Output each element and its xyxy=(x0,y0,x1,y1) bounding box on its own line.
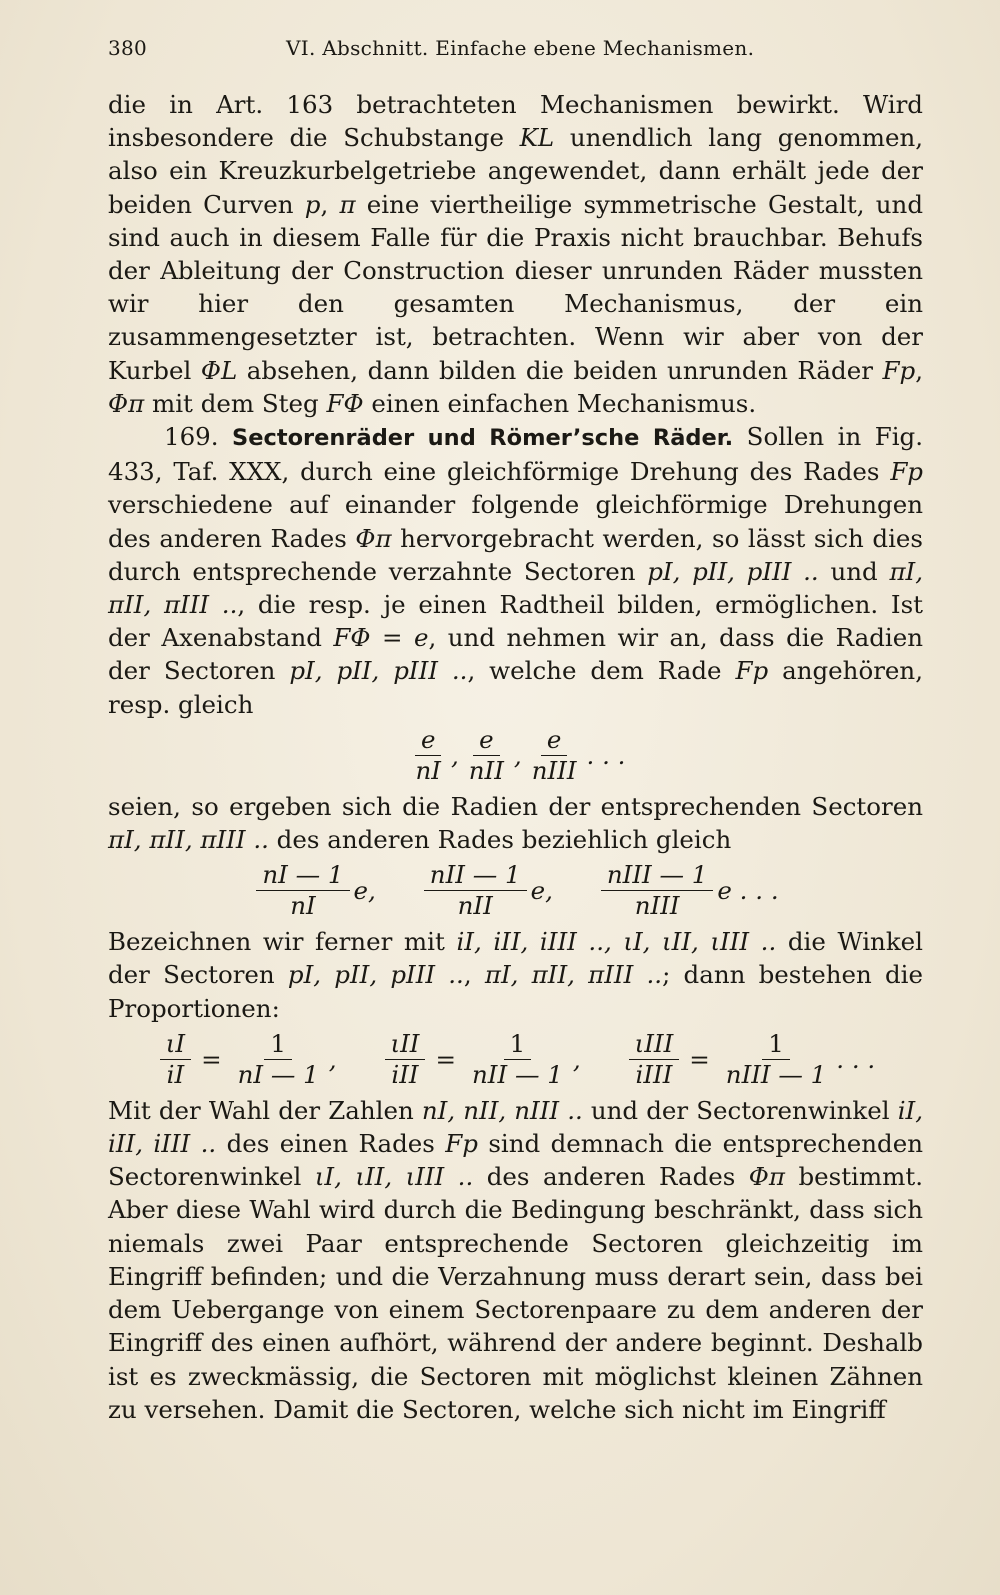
section-number: 169. xyxy=(164,422,219,452)
fraction: $\frac{e}{\text{nII}}$ xyxy=(468,724,504,785)
page-number: 380 xyxy=(108,36,148,60)
fraction: $\frac{nI — 1}{nI}$ xyxy=(256,860,349,921)
fraction: $\frac{e}{nI}$ xyxy=(415,724,441,785)
section-title: Sectorenräder und Römer’sche Räder. xyxy=(232,425,734,452)
paragraph-1: die in Art. 163 betrachteten Mechanismen bewirkt. Wird insbesondere die Schubstange KL unendlich lang genommen, also ein Kreuzkurbelgetriebe angewendet, dann erhält jede der beiden Curven p, π eine viertheilige symmetrische Gestalt, und sind auch in diesem Falle für die Praxis nicht brauchbar. Behufs der Ableitung der Construction dieser unrunden Räder mussten wir hier den gesamten Mechanismus, der ein zusammengesetzter ist, betrachten. Wenn wir aber von der Kurbel ΦL absehen, dann bilden die beiden unrunden Räder Fp, Φπ mit dem Steg FΦ einen einfachen Mechanismus. xyxy=(108,90,924,418)
fraction: $\frac{e}{\text{nIII}}$ xyxy=(531,724,577,785)
formula-radii-pi: $\frac{nI — 1}{nI}$ e, $\frac{\text{nII — 1}}{\text{nII}}$ e, $\frac{\text{nIII — 1}}{\text{nIII}}$ e . . . xyxy=(108,860,923,921)
paragraph-3: seien, so ergeben sich die Radien der entsprechenden Sectoren πI, πII, πIII .. des anderen Rades beziehlich gleich xyxy=(108,791,923,855)
fraction: $\frac{\text{ιII}}{\text{iII}}$ xyxy=(385,1029,426,1090)
page-body xyxy=(108,88,923,1426)
section-169-paragraph: 169. Sectorenräder und Römer’sche Räder. Sollen in Fig. 433, Taf. XXX, durch eine gleichförmige Drehung des Rades Fp verschiedene auf einander folgende gleichförmige Drehungen des anderen Rades Φπ hervorgebracht werden, so lässt sich dies durch entsprechende verzahnte Sectoren pI, pII, pIII .. und πI, πII, πIII .., die resp. je einen Radtheil bilden, ermöglichen. Ist der Axenabstand FΦ = e, und nehmen wir an, dass die Radien der Sectoren pI, pII, pIII .., welche dem Rade Fp angehören, resp. gleich xyxy=(108,422,924,719)
fraction: $\frac{\iota I}{iI}$ xyxy=(160,1029,191,1090)
paragraph-5: Mit der Wahl der Zahlen nI, nII, nIII .. und der Sectorenwinkel iI, iII, iIII .. des einen Rades Fp sind demnach die entsprechenden Sectorenwinkel ιI, ιII, ιIII .. des anderen Rades Φπ bestimmt. Aber diese Wahl wird durch die Bedingung beschränkt, dass sich niemals zwei Paar entsprechende Sectoren gleichzeitig im Eingriff befinden; und die Verzahnung muss derart sein, dass bei dem Uebergange von einem Sectorenpaare zu dem anderen der Eingriff des einen aufhört, während der andere beginnt. Deshalb ist es zweckmässig, die Sectoren mit möglichst kleinen Zähnen zu versehen. Damit die Sectoren, welche sich nicht im Eingriff xyxy=(108,1095,924,1424)
running-title: VI. Abschnitt. Einfache ebene Mechanismen. xyxy=(286,36,755,60)
fraction: $\frac{1}{\text{nII — 1}}$ xyxy=(472,1028,563,1089)
fraction: $\frac{1}{\text{nIII — 1}}$ xyxy=(725,1028,827,1089)
fraction: $\frac{\text{nII — 1}}{\text{nII}}$ xyxy=(424,860,527,921)
fraction: $\frac{1}{nI — 1}$ xyxy=(237,1028,319,1089)
paragraph-4: Bezeichnen wir ferner mit iI, iII, iIII .., ιI, ιII, ιIII .. die Winkel der Sectoren pI, pII, pIII .., πI, πII, πIII ..; dann bestehen die Proportionen: xyxy=(108,927,924,1023)
fraction: $\frac{\text{nIII — 1}}{\text{nIII}}$ xyxy=(601,860,713,921)
fraction: $\frac{\text{ιIII}}{\text{iIII}}$ xyxy=(629,1029,680,1090)
formula-proportions: $\frac{\iota I}{iI}$ = $\frac{1}{nI — 1}$ , $\frac{\text{ιII}}{\text{iII}}$ = $\frac{1}{\text{nII — 1}}$ , $\frac{\text{ιIII}}{\text{iIII}}$ = $\frac{1}{\text{nIII — 1}}$ . . . xyxy=(108,1029,923,1090)
formula-radii-p: $\frac{e}{nI}$ , $\frac{e}{\text{nII}}$ , $\frac{e}{\text{nIII}}$ . . . xyxy=(108,725,923,786)
